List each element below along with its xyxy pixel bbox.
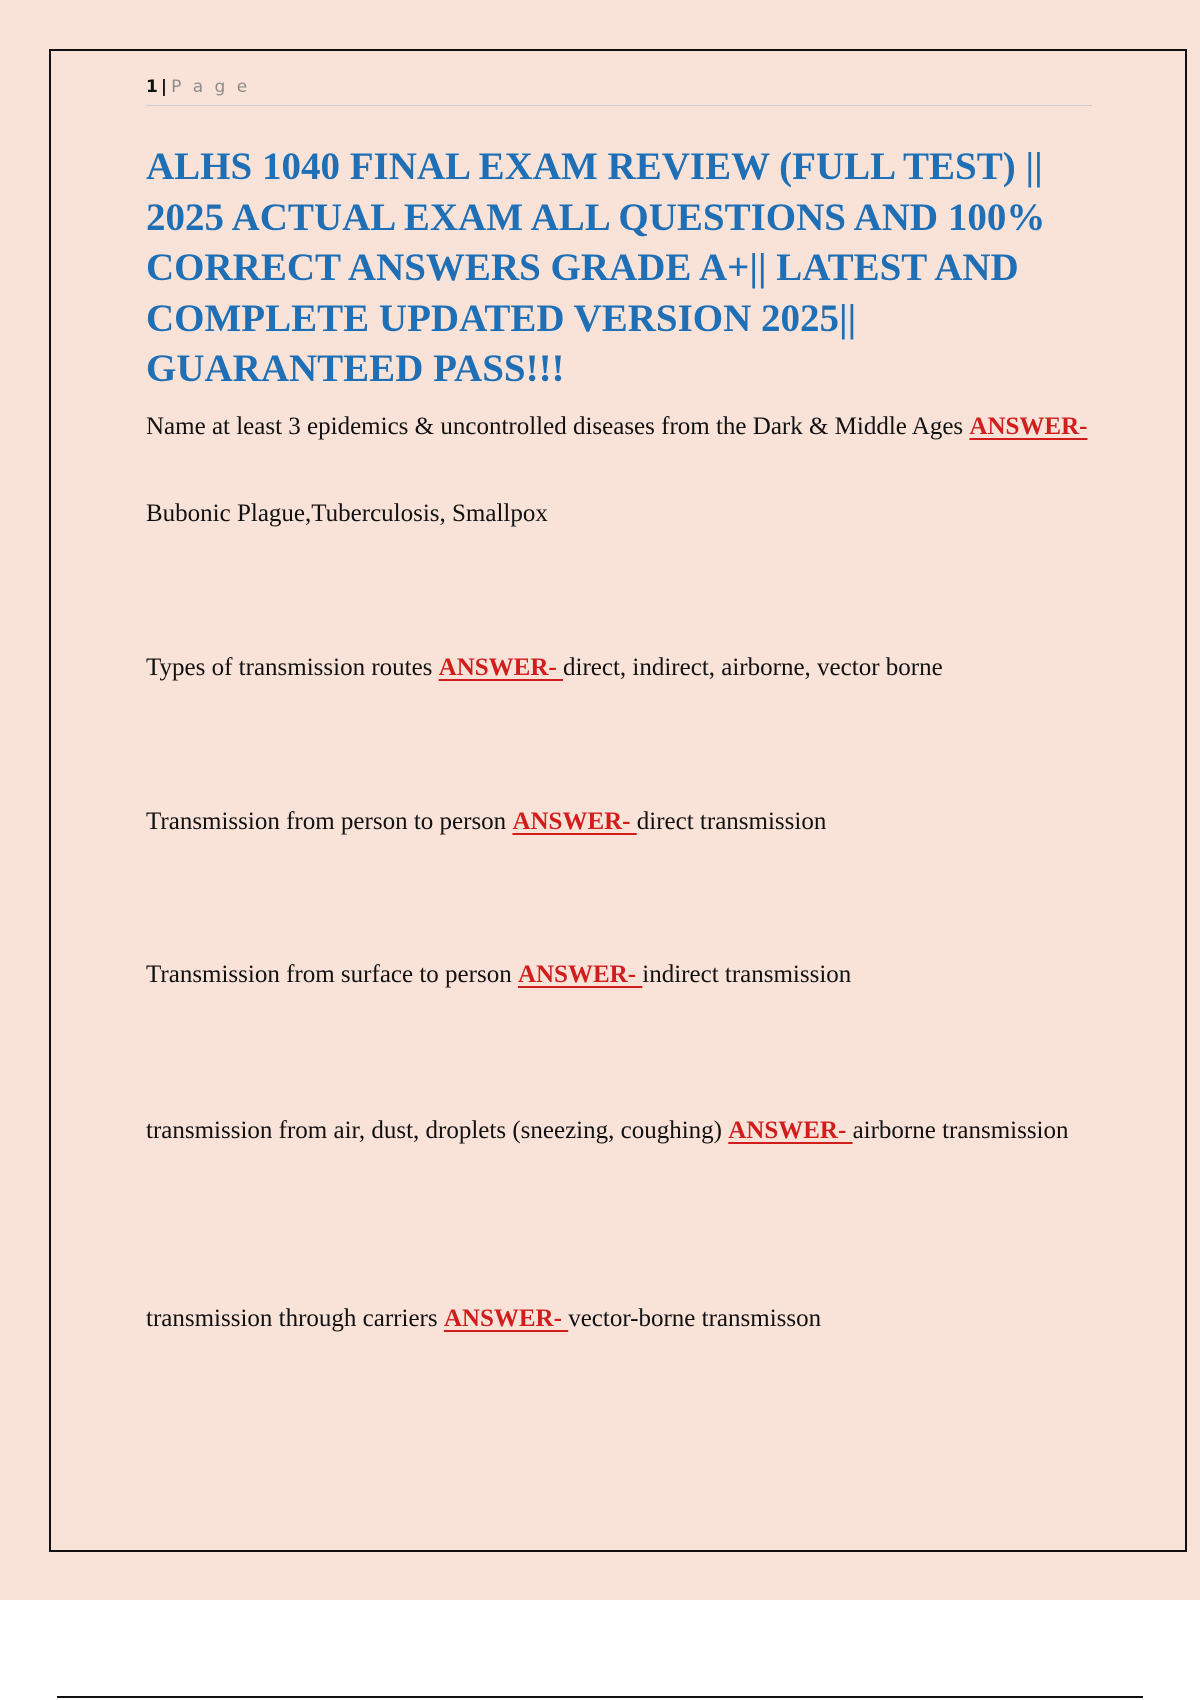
question-text: Transmission from surface to person [146, 961, 512, 988]
page-header-separator: | [160, 77, 168, 97]
bottom-divider [57, 1696, 1143, 1698]
answer-text: Bubonic Plague,Tuberculosis, Smallpox [146, 500, 548, 527]
qa-item [146, 958, 1096, 992]
qa-item [146, 1302, 1096, 1336]
answer-tag: ANSWER- [728, 1117, 853, 1144]
answer-tag: ANSWER- [517, 961, 643, 988]
answer-text: vector-borne transmisson [568, 1305, 822, 1332]
answer-tag: ANSWER- [443, 1305, 569, 1332]
qa-item-answer [146, 497, 1096, 531]
qa-item [146, 1114, 1096, 1148]
qa-item-question [146, 410, 1096, 444]
question-text: Transmission from person to person [146, 808, 507, 835]
answer-tag: ANSWER- [969, 413, 1088, 440]
answer-text: direct transmission [636, 808, 827, 835]
document-title: ALHS 1040 FINAL EXAM REVIEW (FULL TEST) || 2025 ACTUAL EXAM ALL QUESTIONS AND 100% CORRECT ANSWERS GRADE A+|| LATEST AND COMPLETE UPDATED VERSION 2025|| GUARANTEED PASS!!! [146, 145, 1046, 390]
page-number: 1 [146, 77, 158, 97]
answer-text: direct, indirect, airborne, vector borne [563, 654, 943, 681]
qa-item [146, 805, 1096, 839]
question-text: Name at least 3 epidemics & uncontrolled diseases from the Dark & Middle Ages [146, 413, 964, 440]
answer-text: indirect transmission [642, 961, 852, 988]
question-text: transmission through carriers [146, 1305, 438, 1332]
page-header [146, 72, 1092, 106]
answer-text: airborne transmission [852, 1117, 1069, 1144]
page-label: P a g e [171, 77, 251, 97]
answer-tag: ANSWER- [438, 654, 563, 681]
qa-item [146, 651, 1096, 685]
answer-tag: ANSWER- [512, 808, 637, 835]
question-text: Types of transmission routes [146, 654, 433, 681]
question-text: transmission from air, dust, droplets (sneezing, coughing) [146, 1117, 722, 1144]
